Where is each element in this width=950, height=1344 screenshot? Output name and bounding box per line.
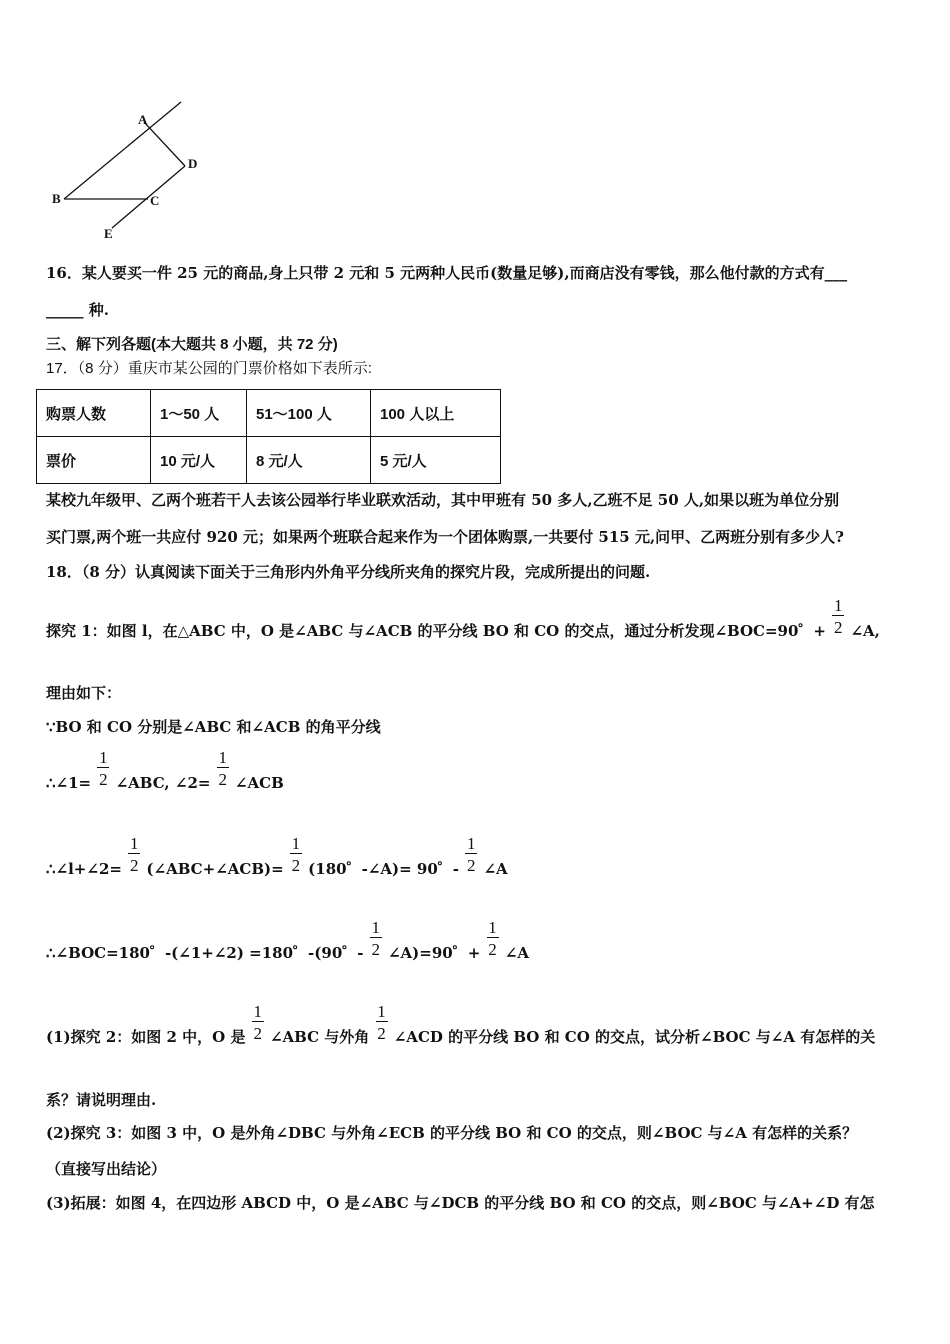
- fraction-bar: [252, 1021, 264, 1022]
- fraction-bar: [832, 615, 844, 616]
- step2-line: [46, 834, 508, 879]
- fraction-numerator: 1: [833, 596, 843, 615]
- fraction-bar: [128, 853, 140, 854]
- point-c-label: C: [150, 193, 160, 208]
- fraction-one-half: [375, 1002, 389, 1043]
- fraction-one-half: [251, 1002, 265, 1043]
- point-e-label: E: [104, 226, 113, 241]
- point-b-label: B: [52, 191, 61, 206]
- part1-line: [46, 1002, 876, 1047]
- fraction-denominator: 2: [466, 856, 476, 875]
- fraction-denominator: 2: [253, 1024, 262, 1043]
- step3-line: [46, 918, 529, 963]
- step3-text: ∠A: [504, 944, 529, 962]
- fraction-one-half: [831, 596, 845, 637]
- part1-text: ∠ABC 与外角: [269, 1028, 370, 1046]
- point-d-label: D: [188, 156, 198, 171]
- fraction-numerator: 1: [371, 918, 380, 937]
- step2-text: (180゜-∠A)= 90゜-: [308, 860, 459, 878]
- fraction-bar: [290, 853, 302, 854]
- fraction-numerator: 1: [99, 748, 108, 767]
- ticket-price-table: [36, 389, 501, 484]
- fraction-bar: [97, 767, 109, 768]
- table-cell: 票价: [37, 437, 151, 484]
- segment-ad: [144, 122, 185, 166]
- fraction-denominator: 2: [291, 856, 301, 875]
- fraction-numerator: 1: [218, 748, 227, 767]
- fraction-denominator: 2: [488, 940, 497, 959]
- fraction-numerator: 1: [291, 834, 301, 853]
- fraction-numerator: 1: [377, 1002, 386, 1021]
- step1-text: ∠ACB: [234, 774, 284, 792]
- step2-text: ∠A: [483, 860, 508, 878]
- fraction-denominator: 2: [218, 770, 227, 789]
- explore1-text: 探究 1：如图 l，在△ABC 中，O 是∠ABC 与∠ACB 的平分线 BO 和 CO 的交点，通过分析发现∠BOC=90゜+: [46, 622, 826, 640]
- fraction-one-half: [486, 918, 500, 959]
- step1-text: ∠ABC, ∠2=: [115, 774, 211, 792]
- fraction-bar: [465, 853, 477, 854]
- fraction-bar: [487, 937, 499, 938]
- fraction-denominator: 2: [377, 1024, 386, 1043]
- step1-line: [46, 748, 284, 792]
- fraction-numerator: 1: [466, 834, 476, 853]
- table-cell: 购票人数: [37, 390, 151, 437]
- fraction-numerator: 1: [253, 1002, 262, 1021]
- part1-text: (1)探究 2：如图 2 中，O 是: [46, 1028, 246, 1046]
- part1-line2: 系？请说明理由.: [46, 1091, 157, 1109]
- step2-text: (∠ABC+∠ACB)=: [146, 860, 284, 878]
- q17-text2: 买门票,两个班一共应付 920 元；如果两个班联合起来作为一个团体购票,一共要付 515 元,问甲、乙两班分别有多少人?: [46, 528, 844, 546]
- fraction-one-half: [369, 918, 383, 959]
- step2-text: ∴∠l+∠2=: [46, 860, 122, 878]
- table-cell: 51～100 人: [247, 390, 371, 437]
- part2-line: (2)探究 3：如图 3 中，O 是外角∠DBC 与外角∠ECB 的平分线 BO 和 CO 的交点，则∠BOC 与∠A 有怎样的关系？: [46, 1124, 858, 1142]
- table-row: [37, 437, 501, 484]
- q16-line1: 16．某人要买一件 25 元的商品,身上只带 2 元和 5 元两种人民币(数量足够),而商店没有零钱，那么他付款的方式有___: [46, 264, 848, 282]
- q17-intro: 17．（8 分）重庆市某公园的门票价格如下表所示:: [46, 360, 372, 377]
- fraction-bar: [217, 767, 229, 768]
- fraction-denominator: 2: [99, 770, 108, 789]
- fraction-one-half: [216, 748, 230, 789]
- table-cell: 10 元/人: [151, 437, 247, 484]
- fraction-one-half: [289, 834, 303, 875]
- step1-text: ∴∠1=: [46, 774, 92, 792]
- reason-heading: 理由如下：: [46, 684, 122, 702]
- fraction-bar: [370, 937, 382, 938]
- q16-line2: _____ 种.: [46, 301, 109, 319]
- line-dce: [112, 166, 185, 228]
- fraction-one-half: [127, 834, 141, 875]
- table-row: [37, 390, 501, 437]
- step3-text: ∴∠BOC=180゜-(∠1+∠2) =180゜-(90゜-: [46, 944, 364, 962]
- fraction-numerator: 1: [129, 834, 139, 853]
- geometry-figure: [40, 95, 240, 245]
- q17-text1: 某校九年级甲、乙两个班若干人去该公园举行毕业联欢活动，其中甲班有 50 多人,乙班不足 50 人,如果以班为单位分别: [46, 491, 840, 509]
- fraction-one-half: [96, 748, 110, 789]
- explore1-line: [46, 596, 880, 641]
- fraction-denominator: 2: [371, 940, 380, 959]
- q18-intro: 18．（8 分）认真阅读下面关于三角形内外角平分线所夹角的探究片段，完成所提出的问题.: [46, 563, 651, 581]
- section-heading: 三、解下列各题(本大题共 8 小题，共 72 分): [46, 336, 338, 353]
- point-a-label: A: [138, 112, 148, 127]
- explore1-text-end: ∠A,: [850, 622, 880, 640]
- fraction-bar: [376, 1021, 388, 1022]
- fraction-denominator: 2: [833, 618, 843, 637]
- table-cell: 5 元/人: [371, 437, 501, 484]
- fraction-denominator: 2: [129, 856, 139, 875]
- table-cell: 100 人以上: [371, 390, 501, 437]
- because-line: ∵BO 和 CO 分别是∠ABC 和∠ACB 的角平分线: [46, 718, 381, 736]
- table-cell: 8 元/人: [247, 437, 371, 484]
- part2-note: （直接写出结论）: [46, 1160, 167, 1178]
- fraction-numerator: 1: [488, 918, 497, 937]
- part3-line: (3)拓展：如图 4，在四边形 ABCD 中，O 是∠ABC 与∠DCB 的平分线 BO 和 CO 的交点，则∠BOC 与∠A+∠D 有怎: [46, 1194, 875, 1212]
- part1-text: ∠ACD 的平分线 BO 和 CO 的交点，试分析∠BOC 与∠A 有怎样的关: [393, 1028, 876, 1046]
- table-cell: 1～50 人: [151, 390, 247, 437]
- fraction-one-half: [464, 834, 478, 875]
- step3-text: ∠A)=90゜+: [387, 944, 481, 962]
